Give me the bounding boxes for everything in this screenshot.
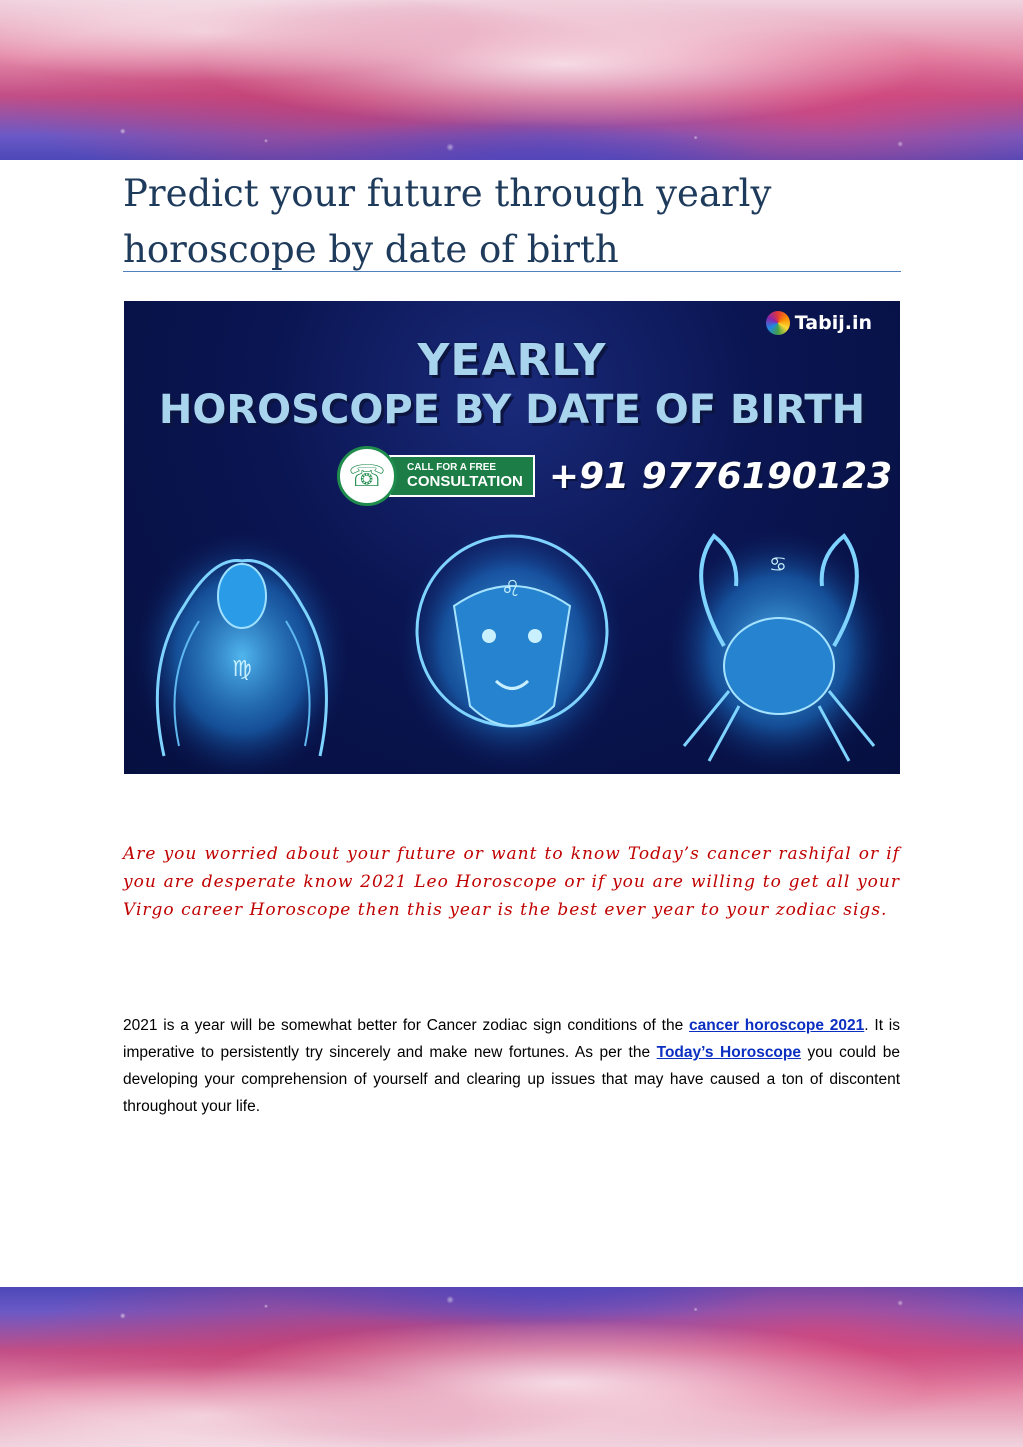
leo-icon (394, 518, 630, 774)
bottom-banner (0, 1287, 1023, 1447)
body-text-part2: . It is imperative to persistently try sincerely and make new fortunes. As per the (123, 1017, 901, 1061)
svg-text:♋: ♋ (769, 552, 787, 576)
promo-heading-line1: YEARLY (417, 335, 607, 386)
todays-horoscope-link[interactable]: Today’s Horoscope (656, 1044, 801, 1061)
body-text-part3: you could be developing your comprehension of yourself and clearing up issues that may have caused a ton of discontent throughout your life. (123, 1044, 900, 1115)
intro-paragraph: Are you worried about your future or want to know Today’s cancer rashifal or if you are desperate know 2021 Leo Horoscope or if you are willing to get all your Virgo career Horoscope then this year is the best ever year to your zodiac sigs. (123, 844, 900, 920)
svg-text:♍: ♍ (232, 657, 252, 682)
cta-small-text: CALL FOR A FREE (407, 462, 497, 473)
cancer-icon (664, 526, 894, 774)
phone-number: +91 9776190123 (548, 455, 893, 497)
consultation-cta (337, 446, 892, 506)
cancer-horoscope-2021-link[interactable]: cancer horoscope 2021 (689, 1017, 865, 1034)
page-title: Predict your future through yearly horoscope by date of birth (123, 172, 772, 271)
brand-badge (766, 311, 872, 335)
brand-logo-icon (766, 311, 790, 335)
virgo-icon (132, 528, 352, 774)
title-underline (123, 271, 901, 272)
phone-icon: ☏ (337, 446, 397, 506)
svg-text:♌: ♌ (501, 577, 521, 602)
promo-image (124, 301, 900, 774)
cta-big-text: CONSULTATION (407, 473, 523, 490)
body-text-part1: 2021 is a year will be somewhat better for Cancer zodiac sign conditions of the (123, 1017, 689, 1034)
brand-name: Tabij.in (794, 312, 872, 334)
promo-heading-line2: HOROSCOPE BY DATE OF BIRTH (158, 387, 866, 433)
consultation-box (389, 455, 535, 497)
top-banner (0, 0, 1023, 160)
body-paragraph (123, 1012, 900, 1120)
zodiac-figures (124, 516, 900, 774)
